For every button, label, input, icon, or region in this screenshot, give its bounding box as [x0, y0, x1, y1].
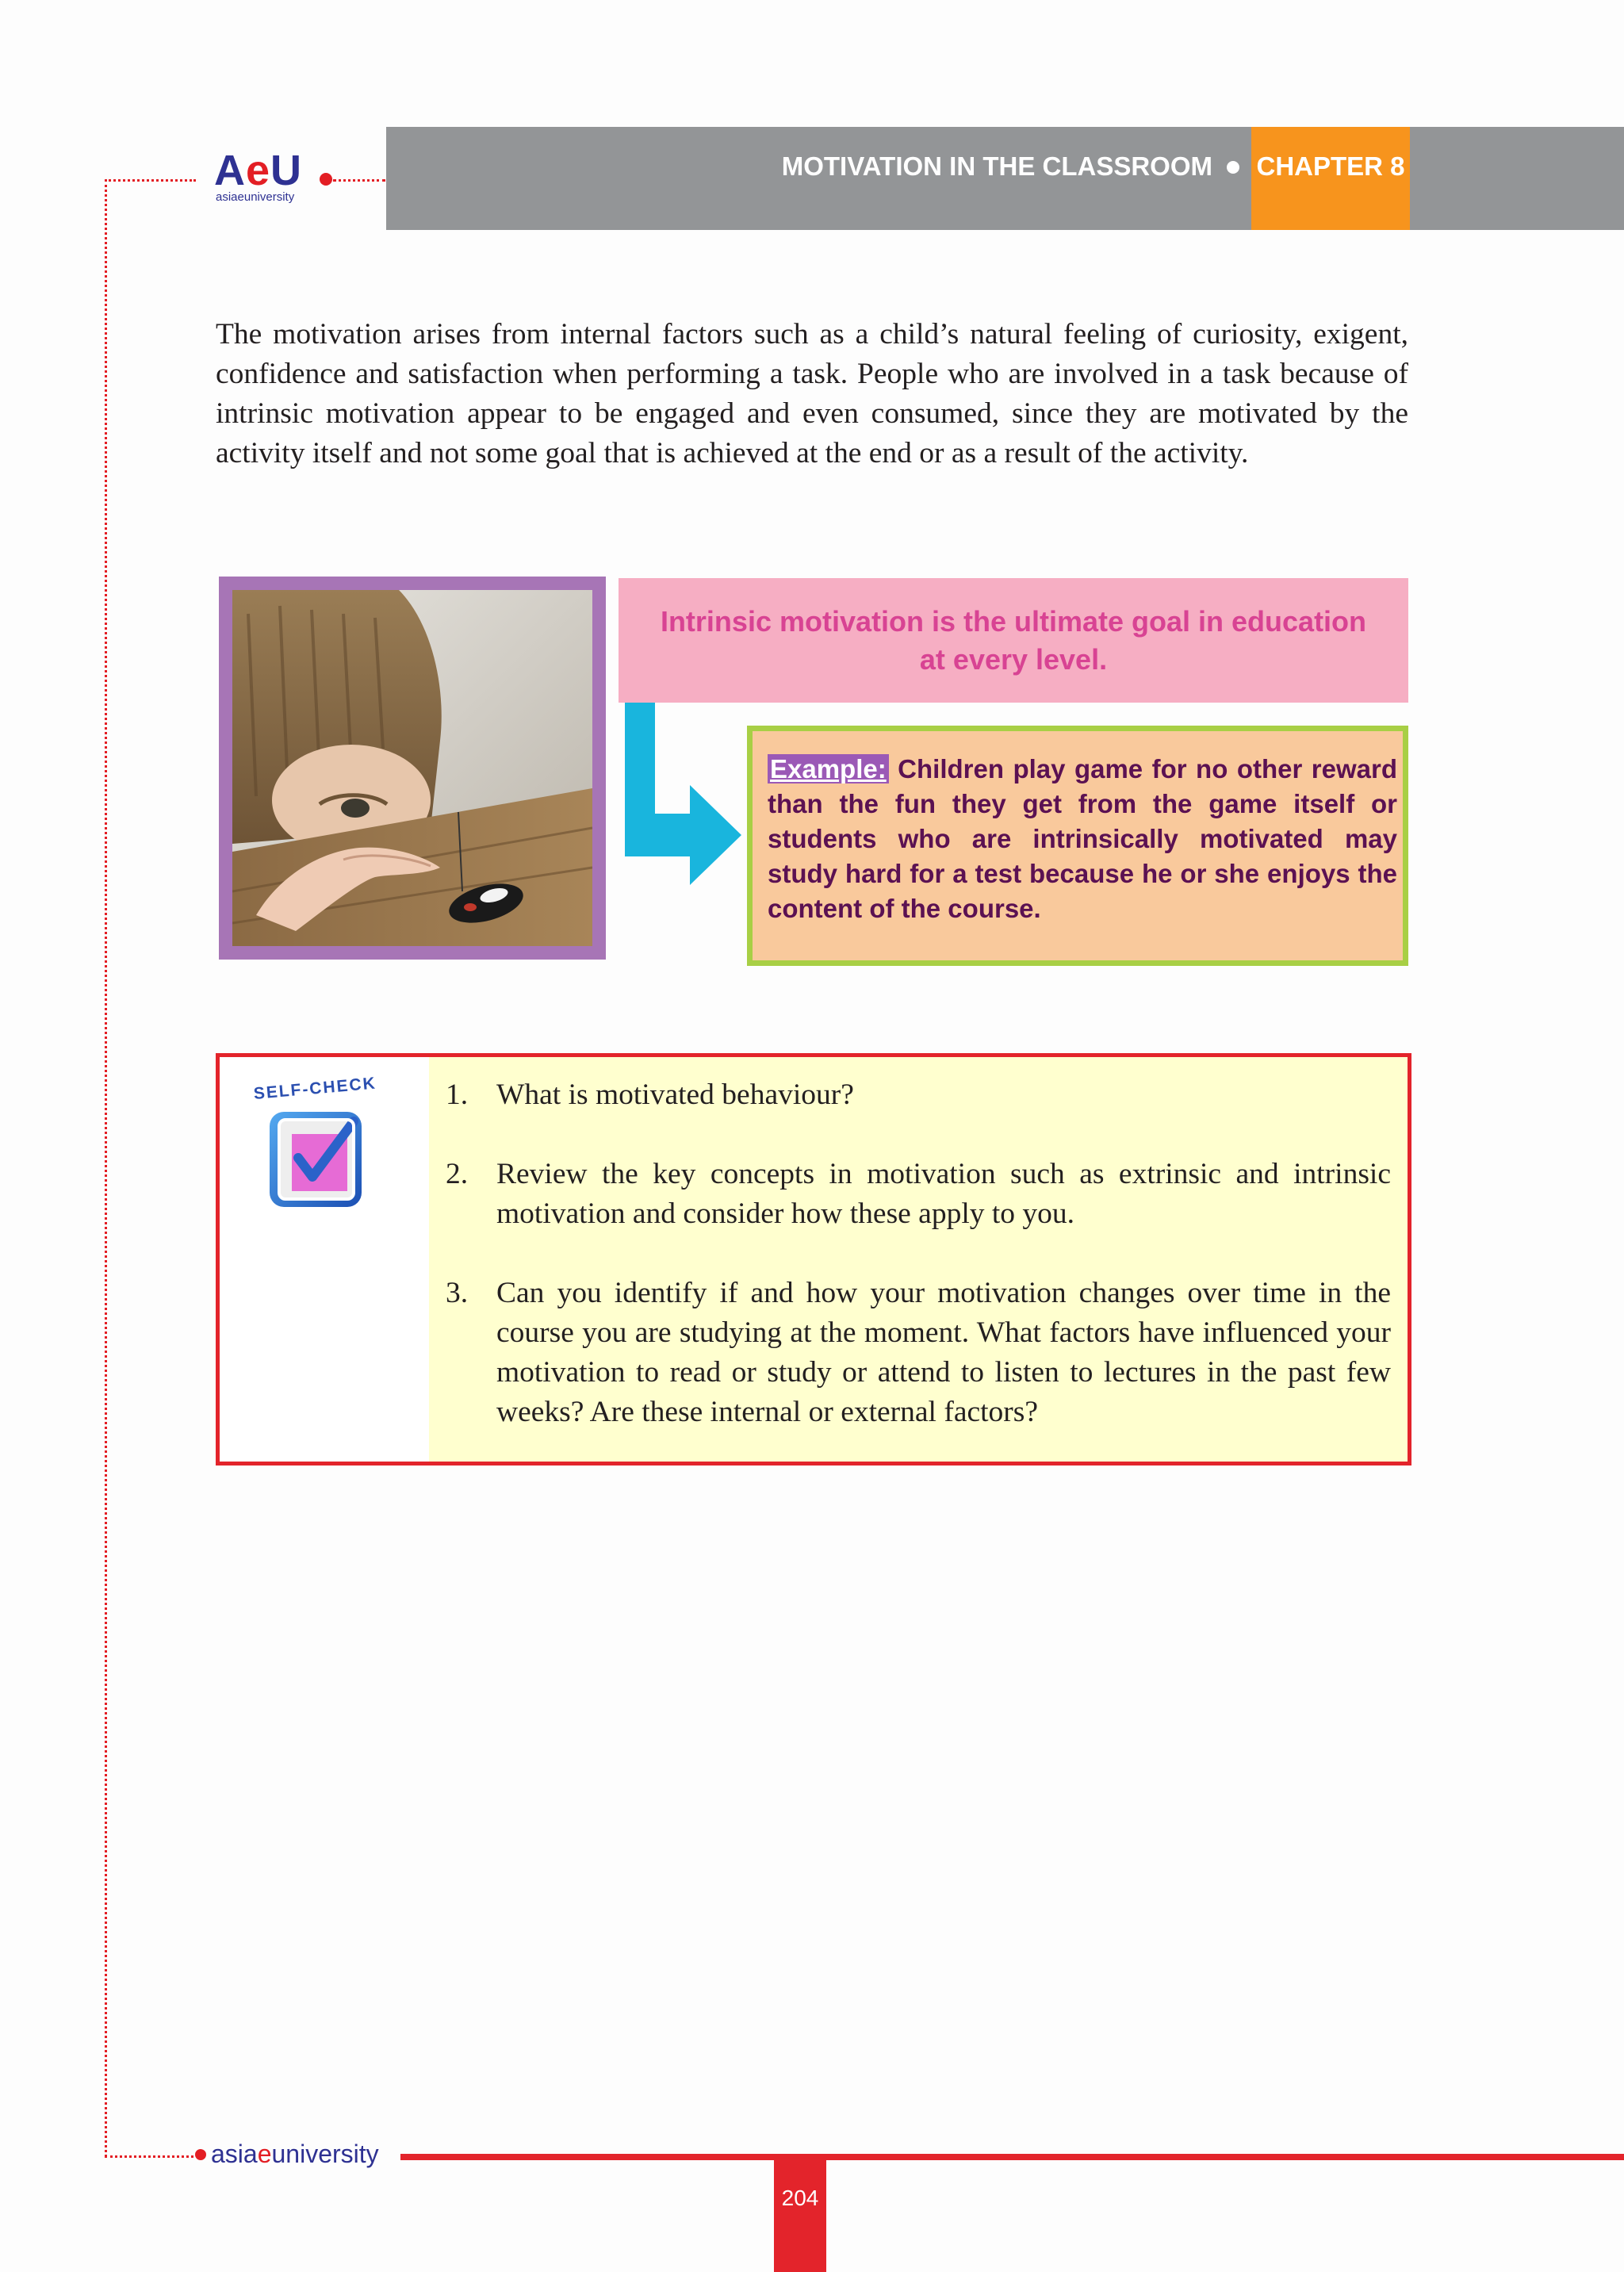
question-number: 3.	[446, 1277, 469, 1309]
checklist-icon	[265, 1101, 376, 1212]
logo-letter-e: e	[246, 147, 271, 194]
body-paragraph: The motivation arises from internal factors such as a child’s natural feeling of curiosity, exigent, confidence and satisfaction when performing a task. People who are involved in a task because of intrinsic motivation appear to be engaged and even consumed, since they are motivated by the activity itself and not some goal that is achieved at the end or as a result of the activity.	[216, 318, 1408, 469]
logo-letter-u: U	[270, 147, 303, 194]
example-text	[768, 752, 1397, 926]
footer-brand-b: university	[271, 2140, 379, 2168]
self-check-question-1	[446, 1075, 1391, 1115]
example-label: Example:	[768, 754, 889, 784]
logo-letter-a: A	[214, 147, 246, 194]
intrinsic-motivation-text: Intrinsic motivation is the ultimate goal in education at every level.	[660, 604, 1367, 676]
question-text: What is motivated behaviour?	[496, 1079, 854, 1111]
arrow-right-icon	[622, 703, 745, 898]
margin-dots-top-right	[333, 179, 385, 182]
footer-brand	[211, 2140, 379, 2169]
question-number: 2.	[446, 1158, 469, 1190]
footer-dot	[195, 2149, 206, 2160]
footer-rule	[400, 2154, 1624, 2160]
margin-dots-left	[105, 179, 107, 2157]
header-bullet	[1227, 161, 1239, 174]
self-check-title: SELF-CHECK	[252, 1074, 377, 1103]
margin-dots-top	[105, 179, 196, 182]
margin-dots-bottom	[105, 2155, 193, 2158]
logo-dot	[320, 173, 332, 186]
footer-brand-e: e	[257, 2140, 272, 2168]
page-number: 204	[774, 2160, 826, 2272]
question-text: Can you identify if and how your motivation changes over time in the course you are studying at the moment. What factors have influenced your motivation to read or study or attend to listen to lectures in the past few weeks? Are these internal or external factors?	[496, 1277, 1391, 1428]
example-body: Children play game for no other reward than the fun they get from the game itself or students who are intrinsically motivated may study hard for a test because he or she enjoys the content of the course.	[768, 754, 1397, 923]
running-header-title: MOTIVATION IN THE CLASSROOM	[781, 151, 1212, 181]
self-check-question-3	[446, 1274, 1391, 1432]
intrinsic-motivation-banner	[619, 578, 1408, 703]
logo-subtitle: asiaeuniversity	[216, 190, 295, 204]
self-check-question-2	[446, 1155, 1391, 1234]
question-text: Review the key concepts in motivation such as extrinsic and intrinsic motivation and consider how these apply to you.	[496, 1158, 1391, 1230]
chapter-label: CHAPTER 8	[1251, 127, 1410, 230]
question-number: 1.	[446, 1079, 469, 1111]
footer-brand-a: asia	[211, 2140, 258, 2168]
child-with-butterfly-photo	[232, 590, 592, 946]
